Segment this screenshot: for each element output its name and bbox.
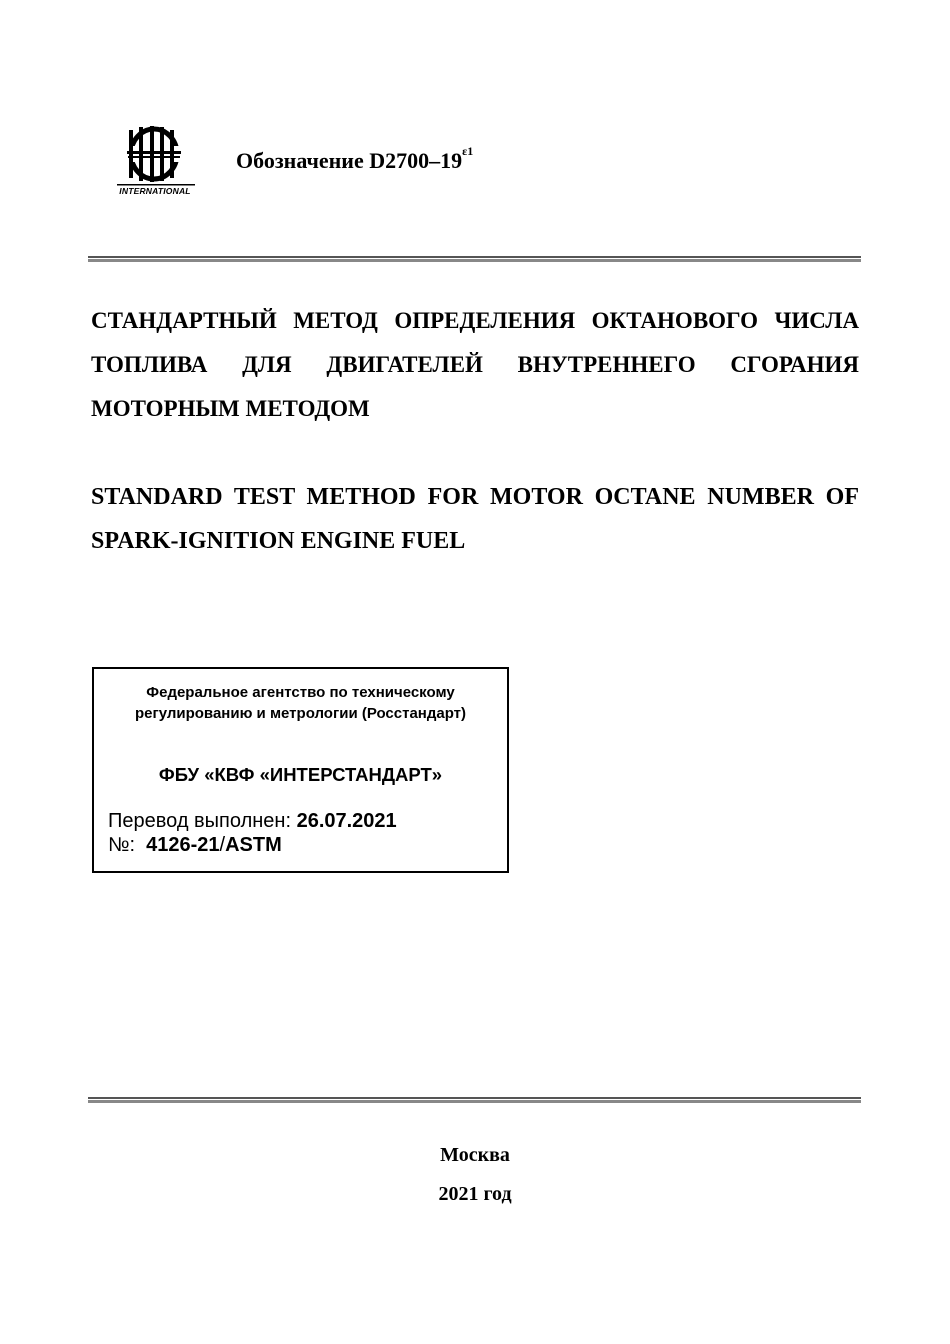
translation-stamp [92,667,509,873]
stamp-translated-date: 26.07.2021 [296,810,397,832]
logo-caption: INTERNATIONAL [119,186,191,196]
stamp-number-suffix: ASTM [225,834,282,856]
stamp-number-row [108,834,282,857]
designation-superscript: ε1 [462,144,474,158]
stamp-translated-label: Перевод выполнен: [108,810,297,832]
footer-year: 2021 год [438,1183,512,1205]
designation-text: Обозначение D2700–19 [236,148,463,173]
stamp-translation-date-row [108,810,397,833]
stamp-number-label: №: [108,834,147,856]
astm-logo [112,124,196,198]
title-english: STANDARD TEST METHOD FOR MOTOR OCTANE NUMBER OF SPARK-IGNITION ENGINE FUEL [91,484,859,554]
document-designation [236,144,474,174]
stamp-number-value: 4126-21 [146,834,220,856]
top-divider [88,256,861,262]
stamp-number-separator: / [219,834,226,856]
bottom-divider [88,1097,861,1103]
stamp-agency: Федеральное агентство по техническому регулированию и метрологии (Росстандарт) [134,684,467,722]
stamp-organization: ФБУ «КВФ «ИНТЕРСТАНДАРТ» [158,764,443,785]
title-russian: СТАНДАРТНЫЙ МЕТОД ОПРЕДЕЛЕНИЯ ОКТАНОВОГО ЧИСЛА ТОПЛИВА ДЛЯ ДВИГАТЕЛЕЙ ВНУТРЕННЕГО СГОРАНИЯ МОТОРНЫМ МЕТОДОМ [91,308,859,421]
footer-city: Москва [440,1144,510,1166]
